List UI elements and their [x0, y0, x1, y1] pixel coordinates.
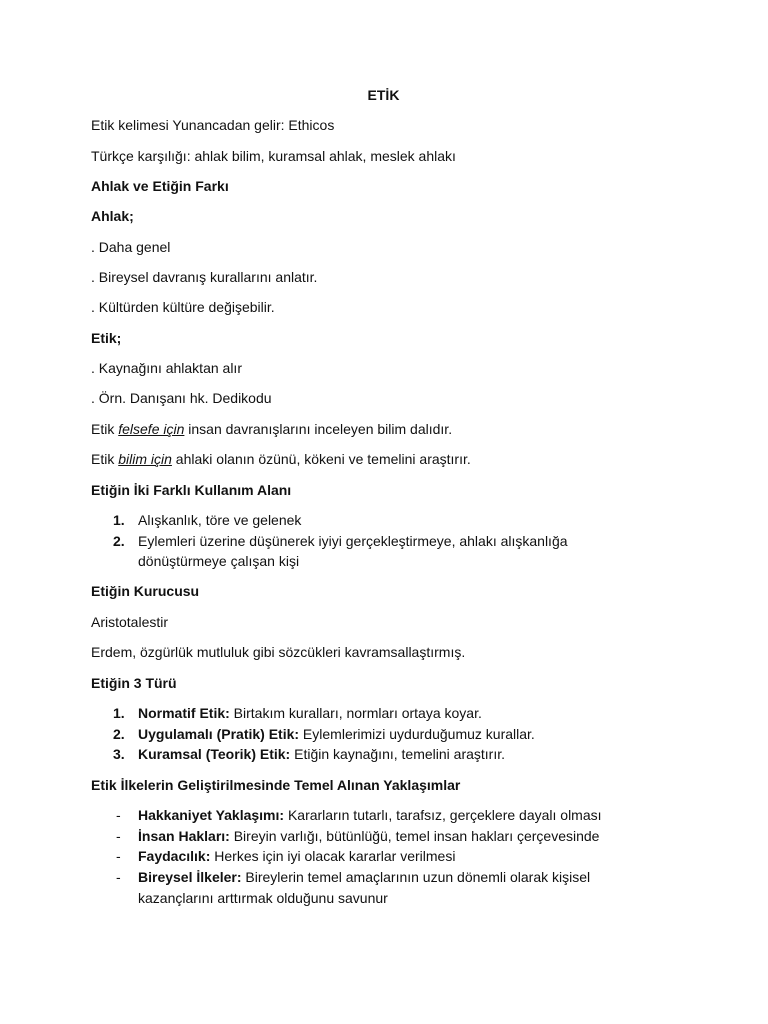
type-item: [138, 704, 482, 722]
approach-text: Bireyin varlığı, bütünlüğü, temel insan hakları çerçevesinde: [229, 828, 600, 844]
founder-description: Erdem, özgürlük mutluluk gibi sözcükleri kavramsallaştırmış.: [91, 644, 466, 660]
etik-item: . Örn. Danışanı hk. Dedikodu: [91, 390, 272, 406]
etik-heading: Etik;: [91, 330, 122, 346]
ahlak-item: . Daha genel: [91, 239, 171, 255]
type-label: Uygulamalı (Pratik) Etik:: [138, 726, 300, 742]
founder-name: Aristotalestir: [91, 614, 169, 630]
type-text: Etiğin kaynağını, temelini araştırır.: [290, 746, 505, 762]
approach-label: Faydacılık:: [138, 848, 211, 864]
type-text: Birtakım kuralları, normları ortaya koyar.: [229, 705, 482, 721]
approach-label: Bireysel İlkeler:: [138, 869, 242, 885]
definition-pre: Etik: [91, 421, 119, 437]
definition-post: insan davranışlarını inceleyen bilim dalıdır.: [184, 421, 453, 437]
definition-post: ahlaki olanın özünü, kökeni ve temelini araştırır.: [171, 451, 471, 467]
ahlak-item: . Kültürden kültüre değişebilir.: [91, 299, 275, 315]
approach-text: Kararların tutarlı, tarafsız, gerçeklere dayalı olması: [284, 807, 602, 823]
list-dash: -: [116, 807, 121, 823]
definition-emphasis: felsefe için: [118, 421, 185, 437]
definition-science: [91, 450, 471, 468]
approach-text: Herkes için iyi olacak kararlar verilmesi: [210, 848, 456, 864]
approaches-heading: Etik İlkelerin Geliştirilmesinde Temel Alınan Yaklaşımlar: [91, 777, 461, 793]
list-number: 2.: [113, 726, 125, 742]
approach-item-continuation: kazançlarını arttırmak olduğunu savunur: [138, 890, 388, 906]
type-label: Normatif Etik:: [138, 705, 230, 721]
approach-item: [138, 827, 599, 845]
usage-item-continuation: dönüştürmeye çalışan kişi: [138, 553, 300, 569]
list-number: 1.: [113, 512, 125, 528]
etik-item: . Kaynağını ahlaktan alır: [91, 360, 242, 376]
approach-item: [138, 868, 590, 886]
ahlak-heading: Ahlak;: [91, 208, 134, 224]
definition-emphasis: bilim için: [118, 451, 172, 467]
type-item: [138, 745, 505, 763]
turkish-meaning-text: Türkçe karşılığı: ahlak bilim, kuramsal ahlak, meslek ahlakı: [91, 148, 456, 164]
approach-label: Hakkaniyet Yaklaşımı:: [138, 807, 285, 823]
approach-text: Bireylerin temel amaçlarının uzun dönemli olarak kişisel: [241, 869, 591, 885]
list-dash: -: [116, 848, 121, 864]
type-text: Eylemlerimizi uydurduğumuz kurallar.: [299, 726, 535, 742]
definition-pre: Etik: [91, 451, 119, 467]
ahlak-item: . Bireysel davranış kurallarını anlatır.: [91, 269, 318, 285]
list-dash: -: [116, 828, 121, 844]
type-label: Kuramsal (Teorik) Etik:: [138, 746, 291, 762]
list-number: 3.: [113, 746, 125, 762]
type-item: [138, 725, 535, 743]
origin-text: Etik kelimesi Yunancadan gelir: Ethicos: [91, 117, 335, 133]
types-heading: Etiğin 3 Türü: [91, 675, 177, 691]
usage-item: Eylemleri üzerine düşünerek iyiyi gerçekleştirmeye, ahlakı alışkanlığa: [138, 533, 568, 549]
usage-heading: Etiğin İki Farklı Kullanım Alanı: [91, 482, 292, 498]
approach-label: İnsan Hakları:: [138, 828, 230, 844]
usage-item: Alışkanlık, töre ve gelenek: [138, 512, 302, 528]
list-number: 1.: [113, 705, 125, 721]
definition-philosophy: [91, 420, 452, 438]
document-title: ETİK: [367, 87, 400, 103]
list-dash: -: [116, 869, 121, 885]
list-number: 2.: [113, 533, 125, 549]
founder-heading: Etiğin Kurucusu: [91, 583, 200, 599]
approach-item: [138, 806, 602, 824]
difference-heading: Ahlak ve Etiğin Farkı: [91, 178, 229, 194]
approach-item: [138, 847, 455, 865]
